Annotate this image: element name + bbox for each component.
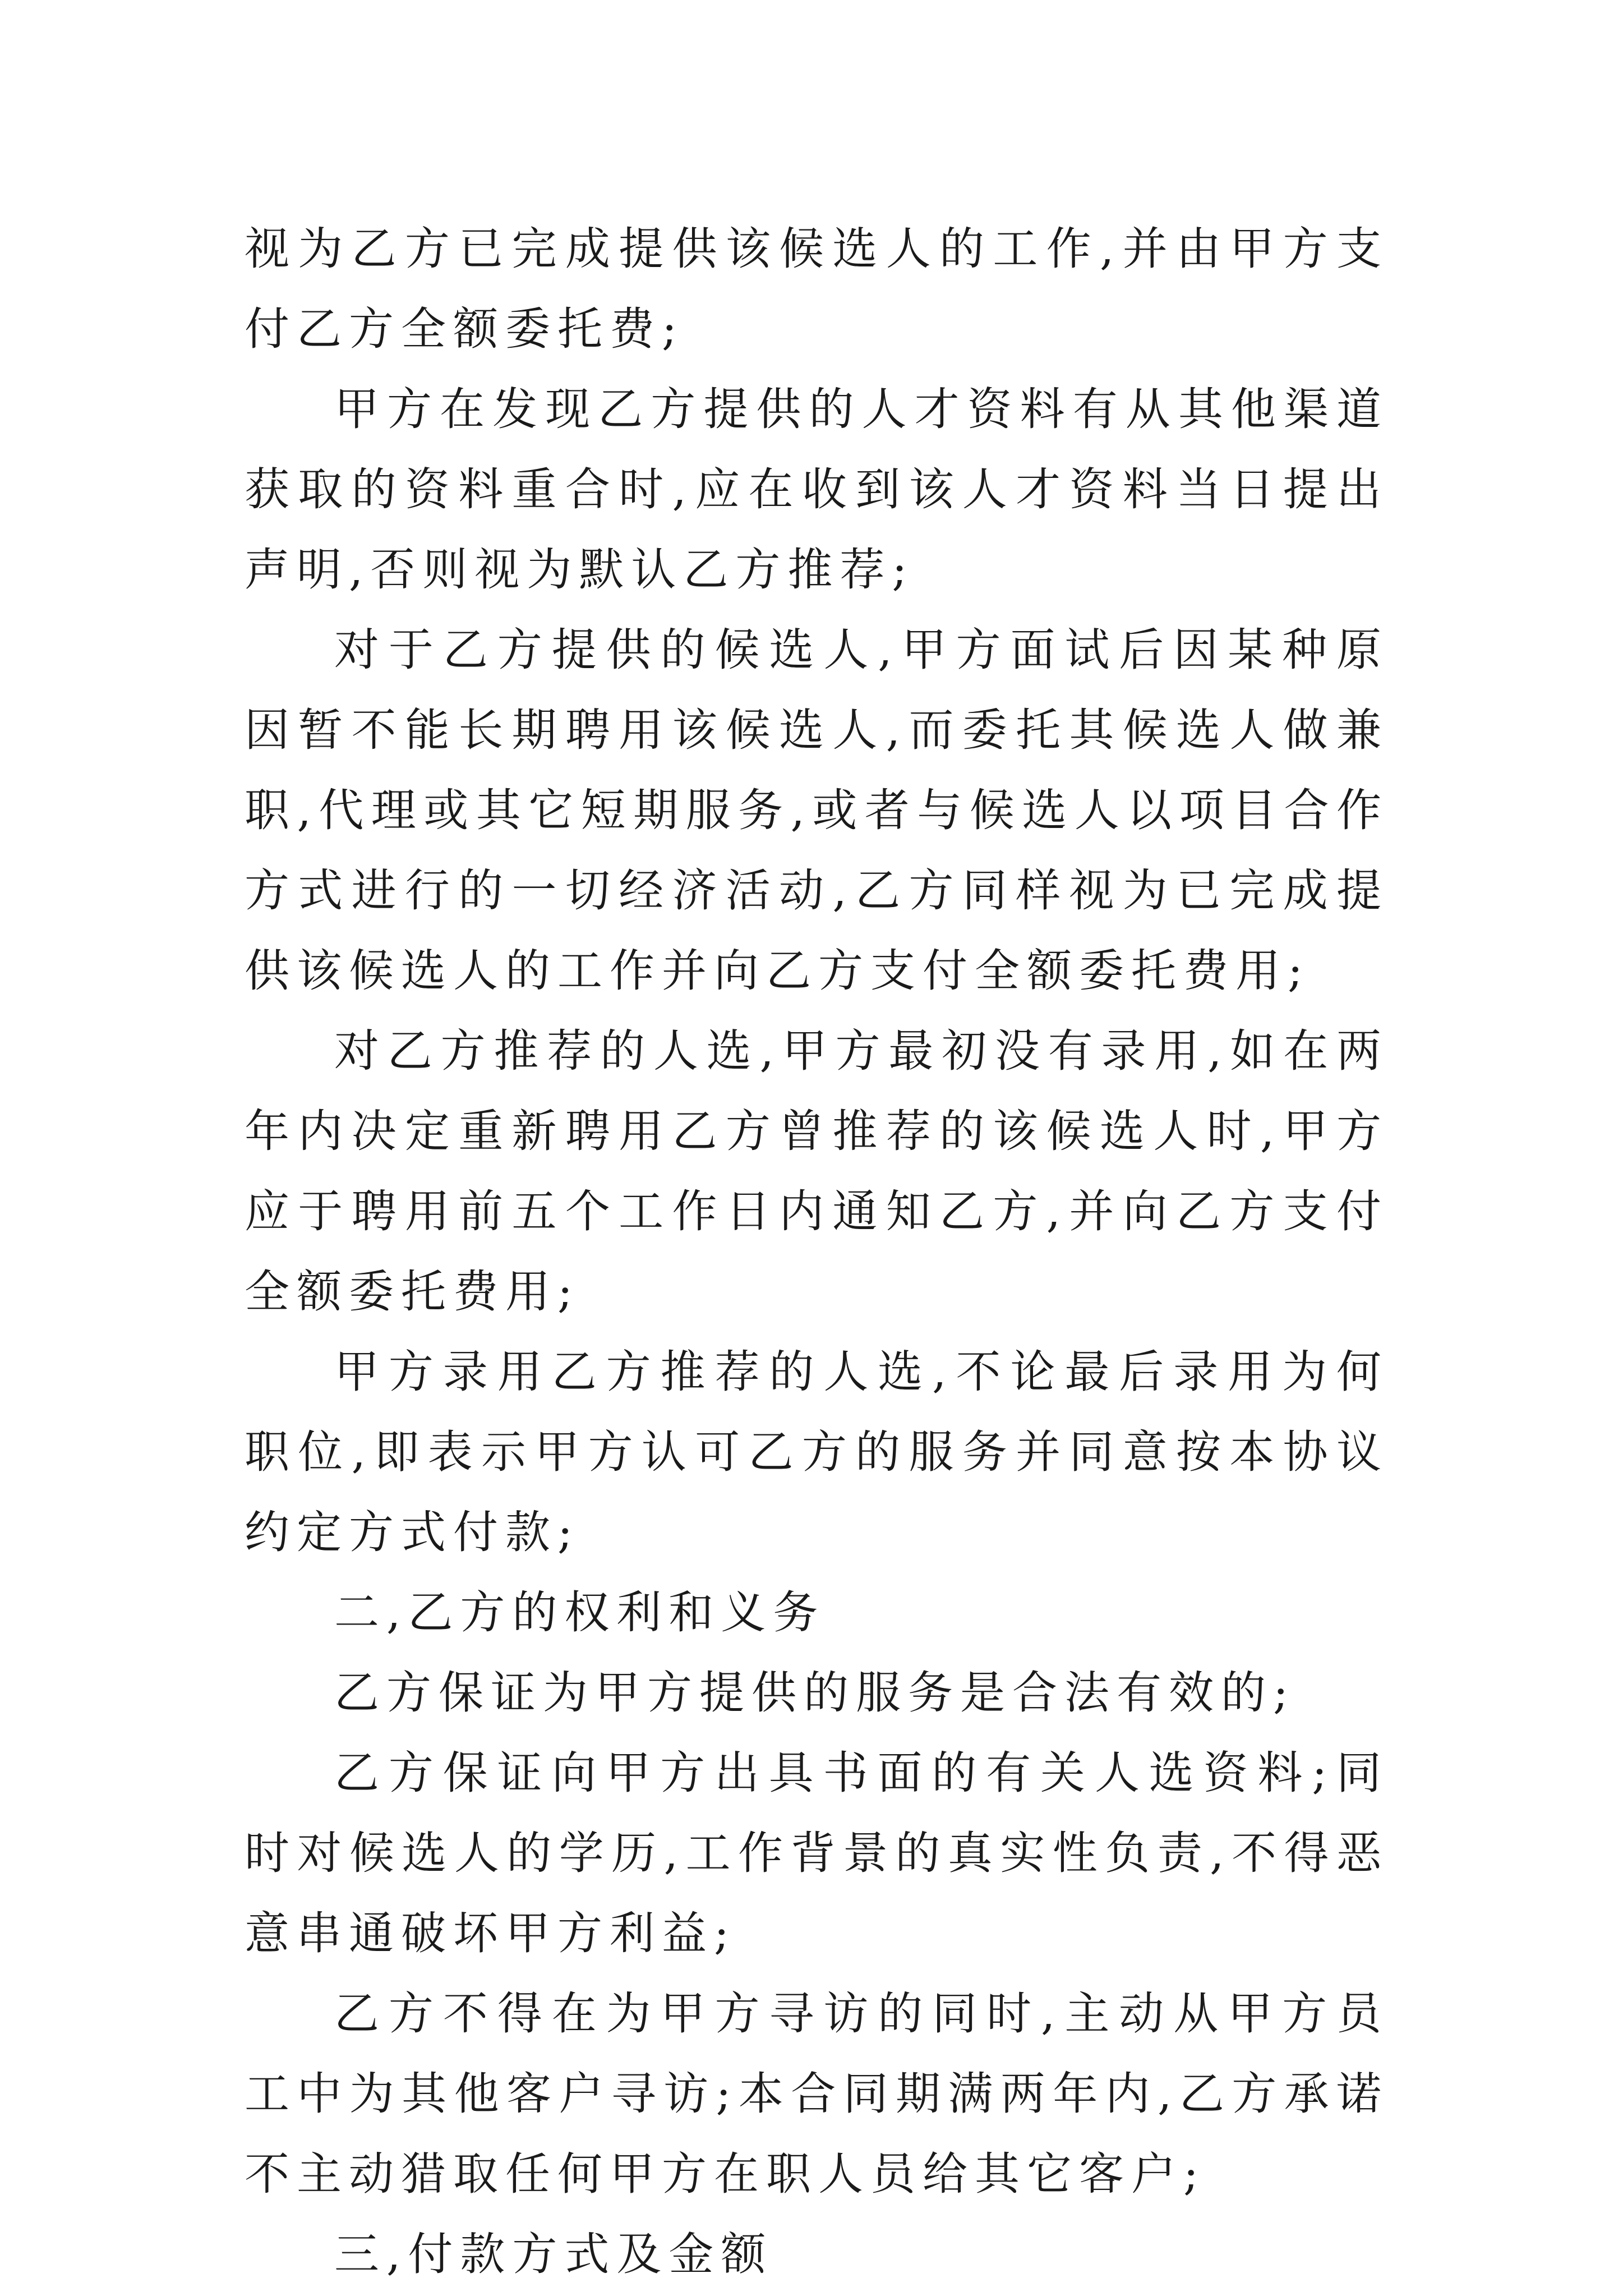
paragraph-1: 视为乙方已完成提供该候选人的工作,并由甲方支付乙方全额委托费; xyxy=(245,223,1389,355)
document-body xyxy=(245,209,1389,2294)
paragraph-2: 甲方在发现乙方提供的人才资料有从其他渠道获取的资料重合时,应在收到该人才资料当日提出声明,否则视为默认乙方推荐; xyxy=(245,383,1389,596)
paragraph-8: 乙方不得在为甲方寻访的同时,主动从甲方员工中为其他客户寻访;本合同期满两年内,乙方承诺不主动猎取任何甲方在职人员给其它客户; xyxy=(245,1987,1389,2200)
paragraph-7: 乙方保证向甲方出具书面的有关人选资料;同时对候选人的学历,工作背景的真实性负责,不得恶意串通破坏甲方利益; xyxy=(245,1747,1389,1959)
section-heading-2: 二,乙方的权利和义务 xyxy=(334,1586,826,1639)
paragraph-3: 对于乙方提供的候选人,甲方面试后因某种原因暂不能长期聘用该候选人,而委托其候选人做兼职,代理或其它短期服务,或者与候选人以项目合作方式进行的一切经济活动,乙方同样视为已完成提供该候选人的工作并向乙方支付全额委托费用; xyxy=(245,624,1389,997)
section-heading-3: 三,付款方式及金额 xyxy=(334,2228,773,2280)
paragraph-5: 甲方录用乙方推荐的人选,不论最后录用为何职位,即表示甲方认可乙方的服务并同意按本协议约定方式付款; xyxy=(245,1346,1389,1558)
paragraph-6: 乙方保证为甲方提供的服务是合法有效的; xyxy=(334,1667,1295,1719)
paragraph-4: 对乙方推荐的人选,甲方最初没有录用,如在两年内决定重新聘用乙方曾推荐的该候选人时,甲方应于聘用前五个工作日内通知乙方,并向乙方支付全额委托费用; xyxy=(245,1025,1389,1318)
